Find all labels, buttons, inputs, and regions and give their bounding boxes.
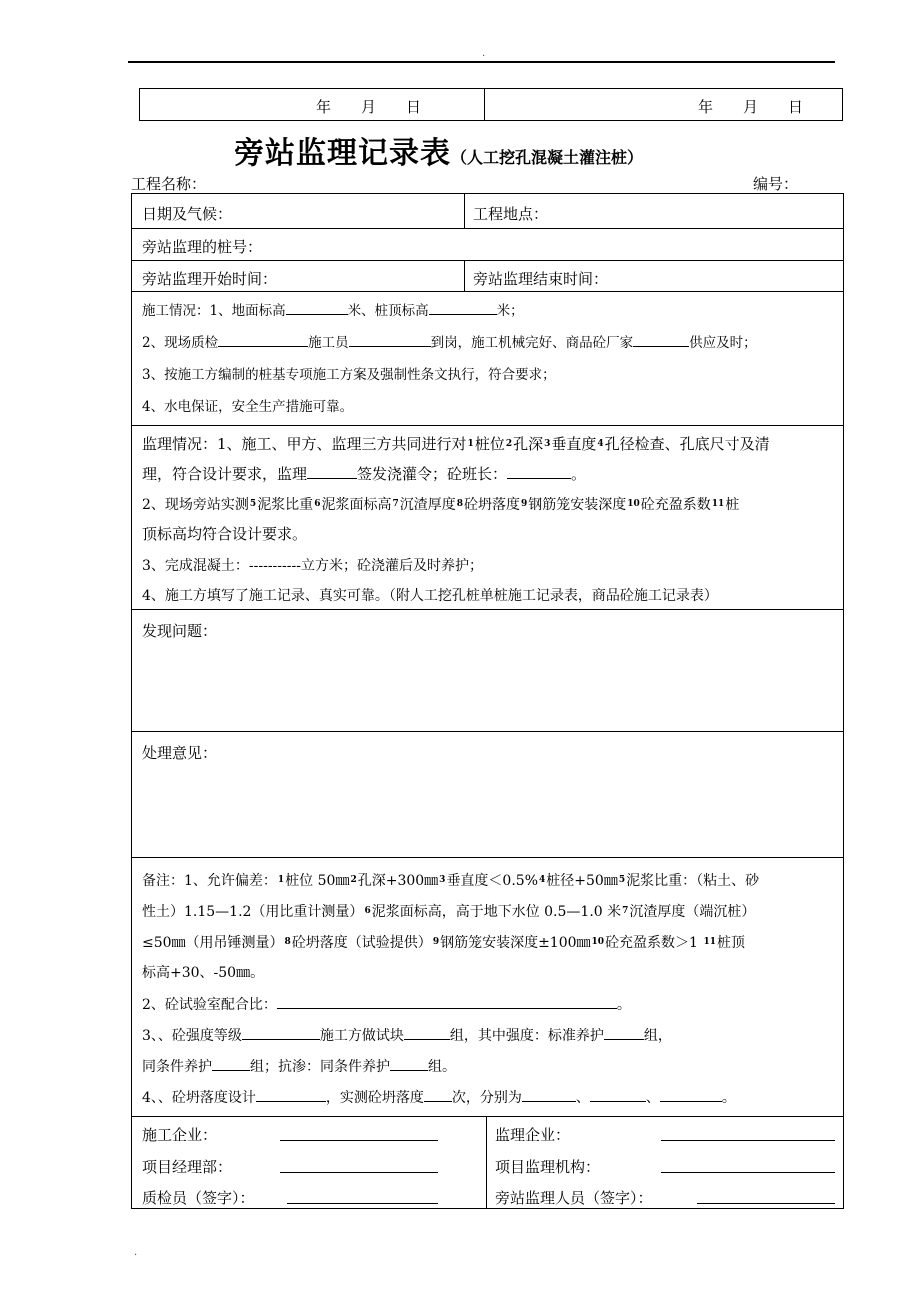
signature-line: [287, 1203, 438, 1204]
text: 泥浆面标高: [321, 497, 392, 513]
text: 。: [616, 997, 631, 1013]
text: 理，符合设计要求，监理: [142, 465, 308, 483]
text: 桩顶: [716, 935, 745, 951]
start-time-label: 旁站监理开始时间：: [142, 270, 278, 288]
date-right: 年 月 日: [698, 98, 804, 116]
text: 、: [645, 1090, 660, 1106]
construction-line-3: 3、按施工方编制的桩基专项施工方案及强制性条文执行，符合要求；: [142, 367, 556, 383]
text: 、: [575, 1090, 590, 1106]
text: 。: [721, 1090, 736, 1106]
item-marker: 1: [277, 875, 285, 885]
date-weather-label: 日期及气候：: [142, 205, 233, 223]
text: 沉渣厚度（端沉桩）: [629, 904, 756, 920]
item-marker: 11: [711, 499, 725, 509]
supervision-line-1: [142, 428, 770, 460]
item-marker: 8: [284, 937, 291, 947]
text: 组；抗渗：同条件养护: [250, 1059, 390, 1075]
construction-line-4: 4、水电保证，安全生产措施可靠。: [142, 399, 354, 415]
text: 沉渣厚度: [399, 497, 456, 513]
signature-line: [661, 1140, 835, 1141]
sig-left-2: 项目经理部：: [142, 1158, 233, 1176]
item-marker: 5: [618, 875, 626, 885]
text: 签发浇灌令；砼班长：: [357, 465, 508, 483]
footer-dot: .: [134, 1247, 138, 1258]
col-divider: [464, 193, 465, 228]
remarks-line-4: 标高+30、-50㎜。: [142, 965, 265, 981]
title-block: [234, 128, 643, 172]
date-left: 年 月 日: [316, 98, 422, 116]
blank-field: [590, 1087, 646, 1102]
signature-line: [280, 1172, 438, 1173]
item-marker: 4: [597, 439, 604, 449]
text: 。: [571, 465, 587, 483]
blank-field: [604, 1025, 644, 1040]
project-location-label: 工程地点：: [473, 205, 549, 223]
item-marker: 6: [314, 499, 321, 509]
blank-field: [256, 1087, 326, 1102]
blank-field: [242, 1025, 320, 1040]
number-label: 编号：: [753, 175, 799, 193]
text: 性土）1.15—1.2（用比重计测量）: [142, 904, 364, 920]
remarks-line-7: [142, 1052, 456, 1083]
text: 砼充盈系数: [640, 497, 711, 513]
item-marker: 4: [539, 875, 546, 885]
text: 泥浆面标高，高于地下水位 0.5—1.0 米: [371, 904, 622, 920]
item-marker: 5: [249, 499, 257, 509]
text: 砼坍落度: [463, 497, 520, 513]
text: 垂直度: [551, 435, 597, 453]
text: 组，其中强度：标准养护: [449, 1028, 604, 1044]
text: 桩径+50㎜: [546, 873, 618, 889]
sig-left-1: 施工企业：: [142, 1126, 218, 1144]
blank-field: [429, 300, 497, 315]
row-rule: [131, 731, 844, 732]
text: 孔深: [513, 435, 544, 453]
text: 砼充盈系数＞1: [605, 935, 698, 951]
text: 2、现场质检: [142, 335, 219, 351]
supervision-line-5: 3、完成混凝土：-----------立方米；砼浇灌后及时养护；: [142, 558, 483, 574]
blank-field: [218, 332, 308, 347]
issues-label: 发现问题：: [142, 622, 218, 640]
construction-line-1: [142, 295, 524, 327]
blank-field: [390, 1056, 428, 1071]
signature-line: [661, 1172, 835, 1173]
date-box-divider: [484, 88, 485, 121]
blank-field: [212, 1056, 250, 1071]
text: ，实测砼坍落度: [325, 1090, 424, 1106]
project-name-label: 工程名称：: [131, 175, 207, 193]
sig-right-1: 监理企业：: [495, 1126, 571, 1144]
text: 施工员: [308, 335, 349, 351]
signature-line: [697, 1203, 835, 1204]
text: 米；: [496, 303, 524, 319]
sig-right-2: 项目监理机构：: [495, 1158, 601, 1176]
col-divider: [464, 260, 465, 291]
text: 同条件养护: [142, 1059, 212, 1075]
remarks-line-8: [142, 1083, 736, 1114]
blank-field: [349, 332, 431, 347]
blank-field: [424, 1087, 452, 1102]
text: 3、、砼强度等级: [142, 1028, 242, 1044]
item-marker: 2: [350, 875, 357, 885]
signature-line: [280, 1140, 438, 1141]
row-rule: [131, 857, 844, 858]
item-marker: 10: [591, 937, 605, 947]
col-divider: [486, 1116, 487, 1209]
blank-field: [507, 464, 571, 479]
supervision-line-6: 4、施工方填写了施工记录、真实可靠。（附人工挖孔桩单桩施工记录表，商品砼施工记录表）: [142, 588, 718, 604]
text: 孔径检查、孔底尺寸及清: [604, 435, 770, 453]
item-marker: 9: [520, 499, 528, 509]
opinion-label: 处理意见：: [142, 744, 218, 762]
construction-line-2: [142, 327, 757, 359]
text: 桩位 50㎜: [285, 873, 350, 889]
item-marker: 1: [467, 439, 474, 449]
text: 桩: [725, 497, 740, 513]
supervision-line-2: [142, 458, 586, 490]
blank-field: [633, 332, 689, 347]
remarks-line-3: [142, 927, 745, 959]
page-title: 旁站监理记录表: [234, 136, 451, 171]
text: 桩位: [474, 435, 505, 453]
remarks-line-1: [142, 865, 759, 897]
blank-field: [404, 1025, 450, 1040]
supervision-line-4: 顶标高均符合设计要求。: [142, 525, 308, 543]
remarks-line-5: [142, 990, 631, 1021]
blank-field: [277, 994, 617, 1009]
remarks-line-6: [142, 1021, 672, 1052]
text: 次，分别为: [451, 1090, 522, 1106]
blank-field: [307, 464, 357, 479]
text: 2、现场旁站实测: [142, 497, 249, 513]
item-marker: 6: [364, 906, 371, 916]
text: 泥浆比重: [257, 497, 314, 513]
item-marker: 2: [505, 439, 513, 449]
text: 孔深+300㎜: [357, 873, 439, 889]
text: 米、桩顶标高: [347, 303, 429, 319]
sig-left-3: 质检员（签字）：: [142, 1189, 255, 1207]
pile-number-label: 旁站监理的桩号：: [142, 238, 263, 256]
item-marker: 3: [439, 875, 446, 885]
text: 到岗，施工机械完好、商品砼厂家: [430, 335, 634, 351]
item-marker: 9: [432, 937, 440, 947]
row-rule: [131, 1116, 844, 1117]
text: 泥浆比重：（粘土、砂: [626, 873, 760, 889]
item-marker: 8: [456, 499, 463, 509]
item-marker: 3: [544, 439, 551, 449]
blank-field: [660, 1087, 722, 1102]
text: 备注：1、允许偏差：: [142, 873, 277, 889]
item-marker: 11: [703, 937, 716, 947]
text: 钢筋笼安装深度±100㎜: [440, 935, 591, 951]
text: 施工方做试块: [319, 1028, 404, 1044]
text: 4、、砼坍落度设计: [142, 1090, 256, 1106]
text: 监理情况：1、施工、甲方、监理三方共同进行对: [142, 435, 467, 453]
text: 施工情况：1、地面标高: [142, 303, 286, 319]
item-marker: 7: [622, 906, 629, 916]
text: 2、砼试验室配合比：: [142, 997, 277, 1013]
row-rule: [131, 228, 844, 229]
item-marker: 7: [392, 499, 399, 509]
text: 组。: [428, 1059, 456, 1075]
end-time-label: 旁站监理结束时间：: [473, 270, 609, 288]
row-rule: [131, 291, 844, 292]
blank-field: [286, 300, 348, 315]
header-rule: [128, 61, 835, 63]
sig-right-3: 旁站监理人员（签字）：: [495, 1189, 653, 1207]
text: 砼坍落度（试验提供）: [291, 935, 432, 951]
text: ≤50㎜（用吊锤测量）: [142, 935, 284, 951]
text: 垂直度＜0.5%: [446, 873, 539, 889]
row-rule: [131, 260, 844, 261]
remarks-line-2: [142, 896, 755, 928]
text: 钢筋笼安装深度: [528, 497, 627, 513]
item-marker: 10: [627, 499, 640, 509]
blank-field: [522, 1087, 576, 1102]
text: 组，: [643, 1028, 672, 1044]
text: 供应及时；: [689, 335, 757, 351]
row-rule: [131, 425, 844, 426]
supervision-line-3: [142, 488, 739, 521]
page-subtitle: （人工挖孔混凝土灌注桩）: [451, 148, 644, 167]
header-dot: .: [482, 48, 486, 59]
